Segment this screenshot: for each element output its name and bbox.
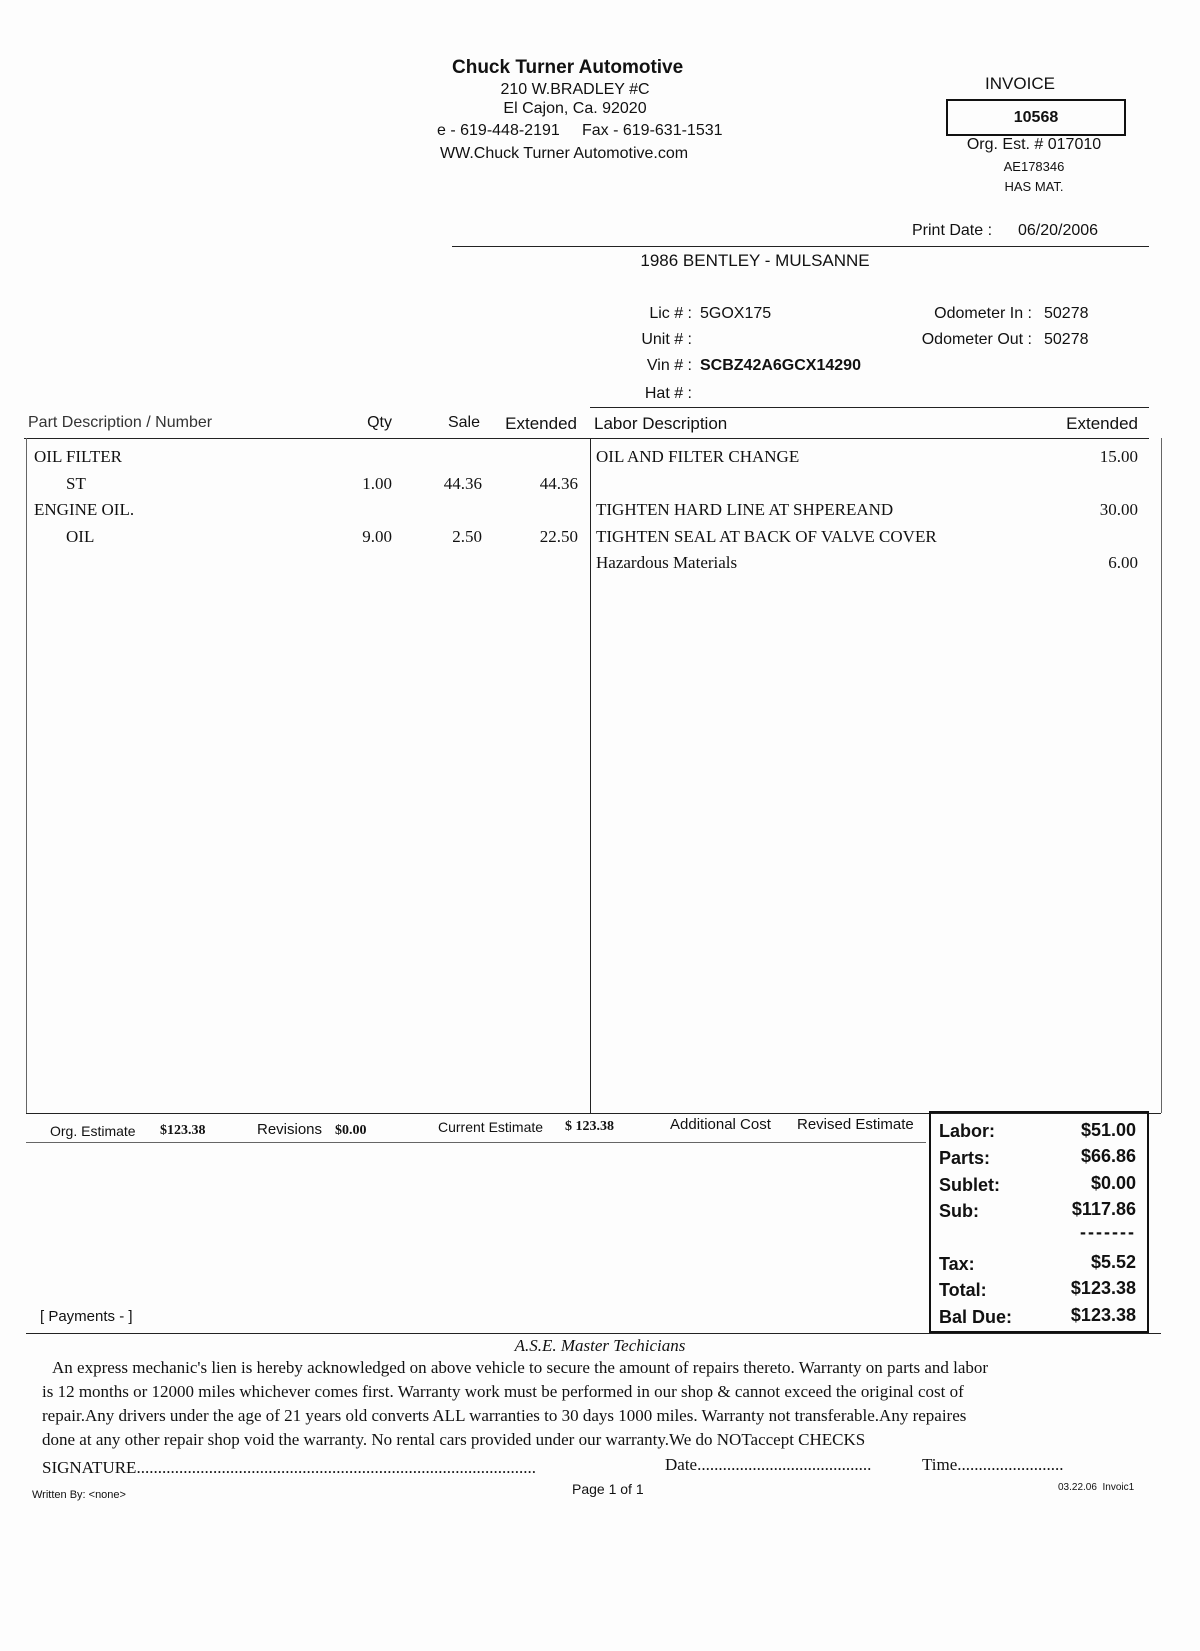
totals-parts-label: Parts: [939,1148,991,1168]
labor-row-extended: 15.00 [1099,447,1138,466]
totals-bal-due-value: $123.38 [1070,1305,1136,1325]
totals-labor-value: $51.00 [1080,1120,1136,1140]
parts-labor-divider [590,438,591,1113]
totals-dashes: ------- [1080,1222,1136,1242]
ase-technicians: A.S.E. Master Techicians [514,1336,686,1355]
vin-value: SCBZ42A6GCX14290 [700,357,861,374]
estimates-bottom-line [26,1142,926,1143]
org-estimate-label: Org. Estimate [50,1123,136,1139]
invoice-code-2: HAS MAT. [1004,179,1064,194]
odometer-out-value: 50278 [1044,331,1089,348]
vin-label: Vin # : [646,357,692,374]
parts-header-sale: Sale [447,414,480,431]
totals-sublet-label: Sublet: [939,1175,1000,1195]
warranty-text-line: done at any other repair shop void the warranty. No rental cars provided under our warranty.We do NOTaccept CHECKS [42,1430,866,1449]
odometer-in-value: 50278 [1044,305,1089,322]
payments-label: [ Payments - ] [40,1308,133,1325]
table-header-divider [24,438,1149,439]
labor-row-desc: OIL AND FILTER CHANGE [596,447,800,466]
current-estimate-label: Current Estimate [438,1119,544,1135]
company-address2: El Cajon, Ca. 92020 [503,100,647,117]
table-right-border [1161,438,1162,1113]
labor-header-extended: Extended [1066,414,1138,433]
date-line: Date......................................... [665,1455,872,1474]
table-left-border [26,438,27,1113]
warranty-text-line: is 12 months or 12000 miles whichever comes first. Warranty work must be performed in our shop & cannot exceed the original cost of [42,1382,964,1401]
org-est-number: Org. Est. # 017010 [966,136,1102,153]
org-estimate-value: $123.38 [160,1123,206,1138]
totals-bal-due-label: Bal Due: [939,1307,1013,1327]
revised-estimate-label: Revised Estimate [797,1116,914,1133]
print-date-label: Print Date : [912,222,993,239]
totals-parts-value: $66.86 [1080,1146,1136,1166]
labor-row-desc: TIGHTEN HARD LINE AT SHPEREAND [596,500,894,519]
parts-row-desc: OIL FILTER [34,447,122,466]
labor-row-extended: 30.00 [1099,500,1138,519]
totals-sublet-value: $0.00 [1090,1173,1136,1193]
company-web: WW.Chuck Turner Automotive.com [440,145,689,162]
written-by: Written By: <none> [32,1489,126,1501]
parts-row-desc: OIL [66,527,95,546]
parts-row-desc: ST [66,474,86,493]
parts-header-extended: Extended [505,414,577,433]
hat-label: Hat # : [644,385,692,402]
page-number: Page 1 of 1 [572,1481,644,1497]
totals-total-label: Total: [939,1280,987,1300]
invoice-code-1: AE178346 [1003,159,1065,174]
totals-labor-label: Labor: [939,1121,995,1141]
labor-header-description: Labor Description [594,414,728,433]
warranty-text-line: An express mechanic's lien is hereby acknowledged on above vehicle to secure the amount of repairs thereto. Warranty on parts and labor [52,1358,989,1377]
revisions-value: $0.00 [335,1123,367,1138]
parts-row-desc: ENGINE OIL. [34,500,135,519]
totals-tax-value: $5.52 [1090,1252,1136,1272]
lic-value: 5GOX175 [700,305,772,322]
labor-row-desc: TIGHTEN SEAL AT BACK OF VALVE COVER [596,527,937,546]
totals-sub-label: Sub: [939,1201,979,1221]
parts-row-extended: 44.36 [539,474,578,493]
company-address1: 210 W.BRADLEY #C [500,81,650,98]
form-code: 03.22.06 Invoic1 [1058,1482,1135,1493]
warranty-text-line: repair.Any drivers under the age of 21 years old converts ALL warranties to 30 days 1000 miles. Warranty not transferable.Any repaires [42,1406,967,1425]
vehicle-divider [590,407,1149,408]
lic-label: Lic # : [649,305,692,322]
footer-top-line [26,1333,1161,1334]
parts-row-qty: 9.00 [362,527,392,546]
parts-row-sale: 2.50 [452,527,482,546]
parts-row-qty: 1.00 [362,474,392,493]
revisions-label: Revisions [257,1121,323,1138]
parts-row-extended: 22.50 [539,527,578,546]
totals-total-value: $123.38 [1070,1278,1136,1298]
labor-row-extended: 6.00 [1108,553,1138,572]
labor-row-desc: Hazardous Materials [596,553,738,572]
time-line: Time......................... [922,1455,1064,1474]
parts-header-qty: Qty [367,414,392,431]
company-phone-fax: e - 619-448-2191 Fax - 619-631-1531 [437,122,723,139]
header-divider [452,246,1149,247]
company-name: Chuck Turner Automotive [452,57,684,78]
parts-header-description: Part Description / Number [28,414,213,431]
parts-row-sale: 44.36 [443,474,482,493]
totals-sub-value: $117.86 [1071,1199,1136,1219]
additional-cost-label: Additional Cost [670,1116,771,1133]
vehicle-title: 1986 BENTLEY - MULSANNE [640,251,870,270]
totals-tax-label: Tax: [939,1254,975,1274]
invoice-number-box: 10568 [946,99,1126,136]
unit-label: Unit # : [641,331,692,348]
odometer-out-label: Odometer Out : [921,331,1032,348]
invoice-label: INVOICE [985,74,1055,93]
signature-line: SIGNATURE.............................................................................................. [42,1458,536,1477]
current-estimate-value: $ 123.38 [565,1119,614,1134]
print-date: 06/20/2006 [1018,222,1099,239]
odometer-in-label: Odometer In : [934,305,1032,322]
